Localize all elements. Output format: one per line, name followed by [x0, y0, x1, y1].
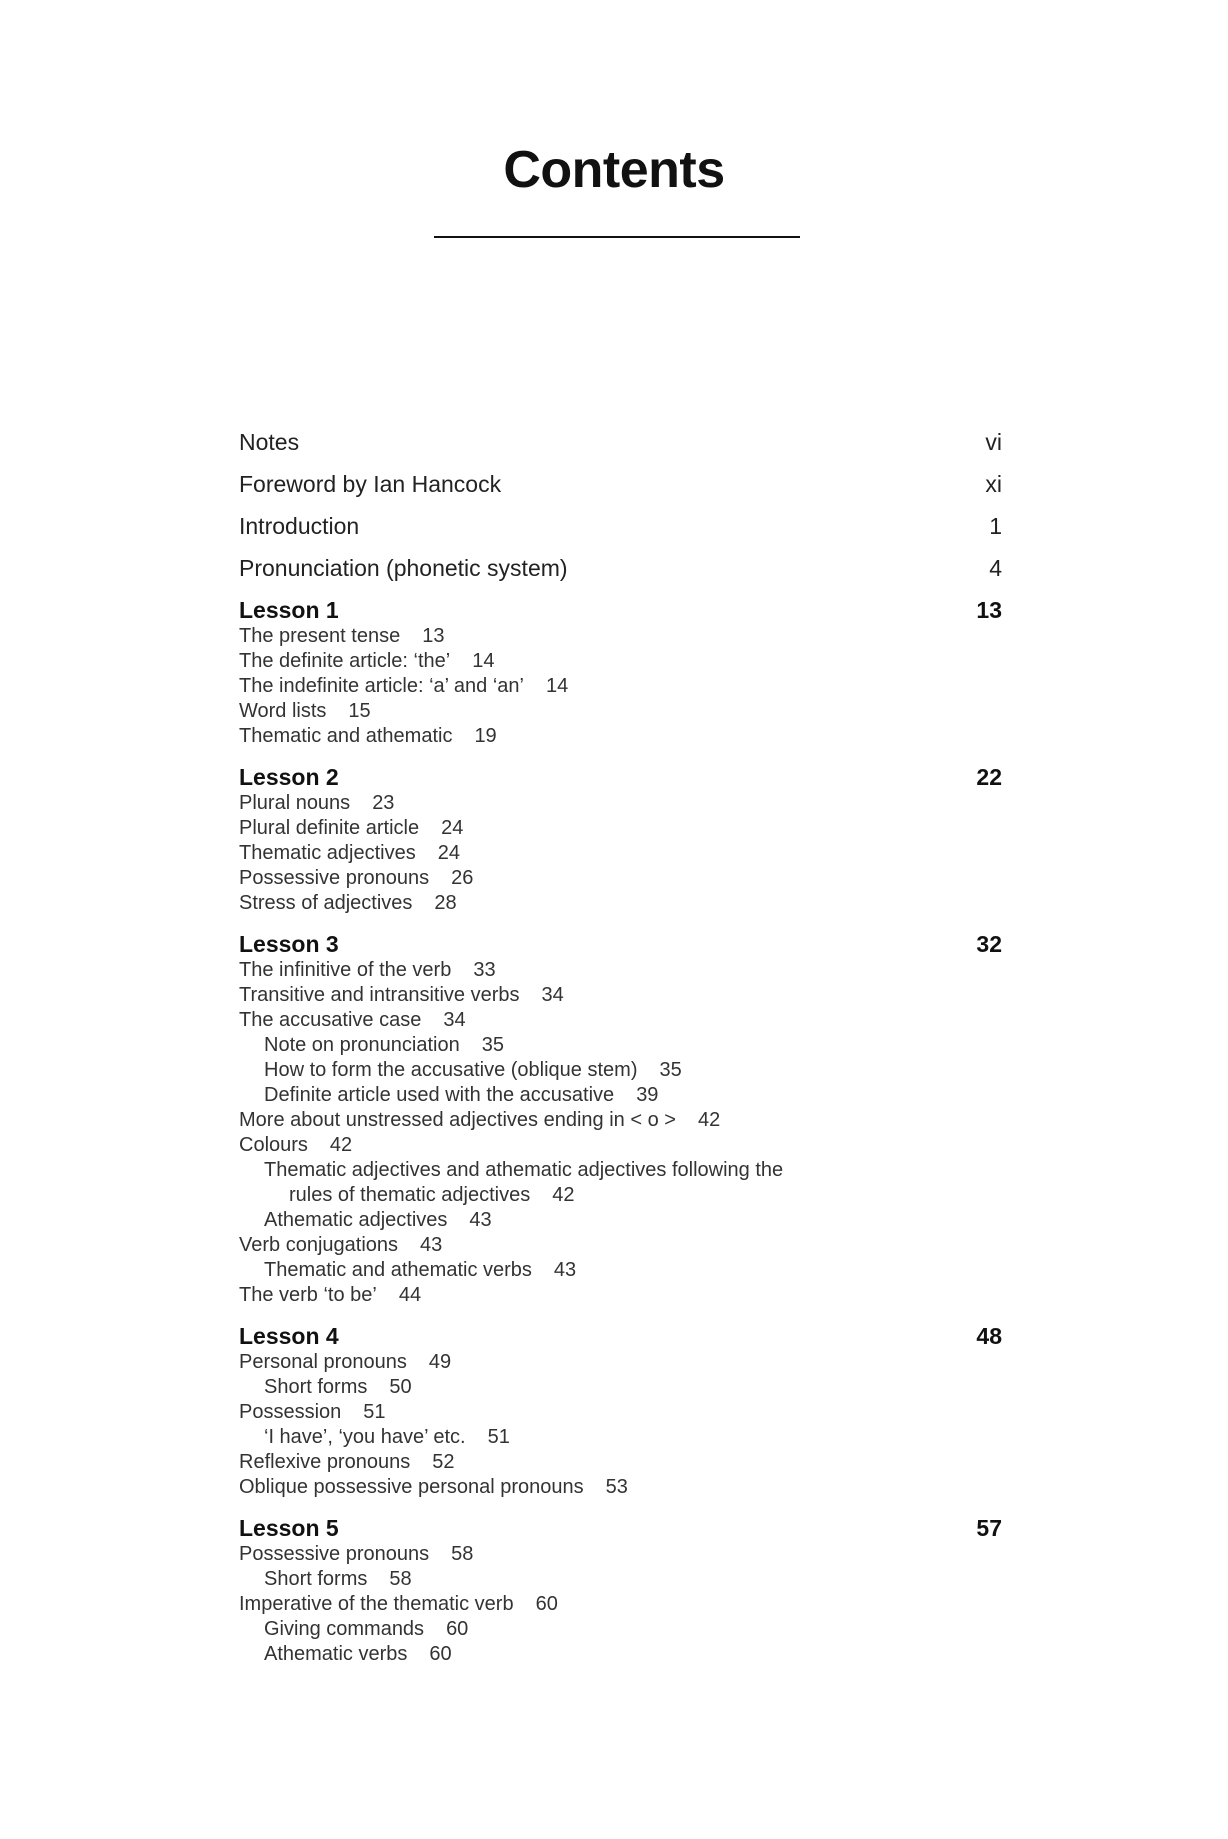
- lesson-heading[interactable]: [239, 763, 1002, 791]
- lesson-page: 22: [976, 764, 1002, 790]
- lesson-title: Lesson 3: [239, 931, 339, 957]
- subentry-title: The indefinite article: ‘a’ and ‘an’: [239, 675, 524, 697]
- subentry-page: 33: [473, 959, 496, 981]
- lesson-title: Lesson 4: [239, 1323, 339, 1349]
- subentry-page: 58: [451, 1543, 474, 1565]
- subentry-page: 24: [441, 817, 464, 839]
- subentry-title: ‘I have’, ‘you have’ etc.: [264, 1426, 466, 1448]
- toc-subentry[interactable]: [239, 1450, 1002, 1475]
- toc-entry-page: vi: [985, 429, 1002, 455]
- subentry-title: Word lists: [239, 700, 327, 722]
- subentry-page: 58: [389, 1568, 412, 1590]
- subentry-page: 51: [487, 1426, 510, 1448]
- toc-entry[interactable]: [239, 470, 1002, 498]
- subentry-page: 39: [636, 1084, 659, 1106]
- toc-subentry[interactable]: [239, 1475, 1002, 1500]
- lesson-section: [239, 596, 1002, 749]
- subentry-title: How to form the accusative (oblique stem): [264, 1059, 638, 1081]
- toc-subentry[interactable]: [239, 674, 1002, 699]
- subentry-title: Thematic adjectives and athematic adjectives following the: [264, 1159, 784, 1181]
- toc-subentry[interactable]: [239, 1425, 1002, 1450]
- subentry-title: Athematic adjectives: [264, 1209, 448, 1231]
- subentry-title: Thematic adjectives: [239, 842, 416, 864]
- toc-subentry[interactable]: [239, 1258, 1002, 1283]
- toc-subentry[interactable]: [239, 816, 1002, 841]
- toc-subentry[interactable]: [239, 1542, 1002, 1567]
- subentry-title: Possessive pronouns: [239, 867, 430, 889]
- subentry-page: 42: [552, 1184, 575, 1206]
- toc-subentry[interactable]: [239, 1183, 1002, 1208]
- subentry-page: 50: [389, 1376, 412, 1398]
- subentry-title: Possession: [239, 1401, 342, 1423]
- subentry-page: 53: [605, 1476, 628, 1498]
- lesson-title: Lesson 1: [239, 597, 339, 623]
- subentry-page: 42: [697, 1109, 721, 1131]
- toc-entry-title: Introduction: [239, 513, 360, 539]
- toc-subentry[interactable]: [239, 1083, 1002, 1108]
- lesson-page: 13: [976, 597, 1002, 623]
- subentry-page: 35: [659, 1059, 682, 1081]
- subentry-title: Note on pronunciation: [264, 1034, 460, 1056]
- subentry-page: 24: [437, 842, 460, 864]
- subentry-page: 52: [432, 1451, 455, 1473]
- subentry-page: 23: [372, 792, 395, 814]
- toc-subentry[interactable]: [239, 1033, 1002, 1058]
- subentry-title: rules of thematic adjectives: [289, 1184, 531, 1206]
- subentry-title: Transitive and intransitive verbs: [239, 984, 520, 1006]
- table-of-contents: [239, 428, 1002, 1681]
- subentry-page: 44: [398, 1284, 422, 1306]
- toc-entry-page: 1: [989, 513, 1002, 539]
- toc-entry-title: Pronunciation (phonetic system): [239, 555, 568, 581]
- toc-subentry[interactable]: [239, 699, 1002, 724]
- toc-subentry[interactable]: [239, 1400, 1002, 1425]
- toc-subentry[interactable]: [239, 1133, 1002, 1158]
- subentry-page: 51: [363, 1401, 386, 1423]
- lesson-page: 32: [976, 931, 1002, 957]
- subentry-page: 26: [451, 867, 474, 889]
- toc-subentry[interactable]: [239, 841, 1002, 866]
- subentry-title: Possessive pronouns: [239, 1543, 430, 1565]
- toc-subentry[interactable]: [239, 1208, 1002, 1233]
- toc-subentry[interactable]: [239, 1233, 1002, 1258]
- subentry-title: Reflexive pronouns: [239, 1451, 411, 1473]
- lesson-heading[interactable]: [239, 596, 1002, 624]
- subentry-page: 34: [541, 984, 564, 1006]
- lesson-page: 57: [976, 1515, 1002, 1541]
- toc-subentry[interactable]: [239, 958, 1002, 983]
- subentry-title: Plural nouns: [239, 792, 351, 814]
- subentry-title: Imperative of the thematic verb: [239, 1593, 514, 1615]
- toc-entry[interactable]: [239, 512, 1002, 540]
- subentry-title: More about unstressed adjectives ending in < o >: [239, 1109, 676, 1131]
- toc-subentry[interactable]: [239, 1567, 1002, 1592]
- toc-subentry[interactable]: [239, 1375, 1002, 1400]
- toc-subentry[interactable]: [239, 1158, 1002, 1183]
- toc-subentry[interactable]: [239, 866, 1002, 891]
- subentry-title: Athematic verbs: [264, 1643, 408, 1665]
- subentry-page: 43: [420, 1234, 443, 1256]
- subentry-page: 60: [535, 1593, 558, 1615]
- subentry-title: Short forms: [264, 1376, 368, 1398]
- subentry-title: Thematic and athematic verbs: [264, 1259, 532, 1281]
- lesson-section: [239, 763, 1002, 916]
- lesson-section: [239, 1514, 1002, 1667]
- toc-subentry[interactable]: [239, 1008, 1002, 1033]
- subentry-title: Oblique possessive personal pronouns: [239, 1476, 584, 1498]
- subentry-title: The verb ‘to be’: [239, 1284, 377, 1306]
- subentry-page: 43: [469, 1209, 492, 1231]
- toc-subentry[interactable]: [239, 649, 1002, 674]
- lesson-page: 48: [976, 1323, 1002, 1349]
- subentry-title: Giving commands: [264, 1618, 425, 1640]
- subentry-page: 14: [545, 675, 569, 697]
- title-divider: [434, 236, 800, 238]
- toc-subentry[interactable]: [239, 1058, 1002, 1083]
- subentry-page: 14: [472, 650, 495, 672]
- lesson-title: Lesson 2: [239, 764, 339, 790]
- toc-subentry[interactable]: [239, 983, 1002, 1008]
- toc-entry-page: xi: [985, 471, 1002, 497]
- lesson-heading[interactable]: [239, 1322, 1002, 1350]
- lesson-heading[interactable]: [239, 930, 1002, 958]
- subentry-title: The present tense: [239, 625, 401, 647]
- subentry-page: 49: [428, 1351, 452, 1373]
- toc-subentry[interactable]: [239, 791, 1002, 816]
- toc-entry-title: Foreword by Ian Hancock: [239, 471, 502, 497]
- toc-entry-title: Notes: [239, 429, 300, 455]
- toc-subentry[interactable]: [239, 1617, 1002, 1642]
- toc-subentry[interactable]: [239, 624, 1002, 649]
- lesson-heading[interactable]: [239, 1514, 1002, 1542]
- toc-entry-page: 4: [989, 555, 1002, 581]
- lesson-title: Lesson 5: [239, 1515, 339, 1541]
- toc-entry[interactable]: [239, 554, 1002, 582]
- toc-subentry[interactable]: [239, 724, 1002, 749]
- subentry-title: Colours: [239, 1134, 308, 1156]
- subentry-page: 35: [481, 1034, 504, 1056]
- lesson-section: [239, 930, 1002, 1308]
- subentry-title: The infinitive of the verb: [239, 959, 452, 981]
- subentry-title: Plural definite article: [239, 817, 420, 839]
- front-matter-list: [239, 428, 1002, 582]
- subentry-title: Thematic and athematic: [239, 725, 453, 747]
- page-title: Contents: [503, 141, 725, 199]
- subentry-title: Verb conjugations: [239, 1234, 399, 1256]
- toc-subentry[interactable]: [239, 1350, 1002, 1375]
- toc-subentry[interactable]: [239, 1642, 1002, 1667]
- subentry-page: 13: [422, 625, 445, 647]
- toc-entry[interactable]: [239, 428, 1002, 456]
- subentry-title: Definite article used with the accusative: [264, 1084, 615, 1106]
- toc-subentry[interactable]: [239, 1283, 1002, 1308]
- subentry-page: 42: [329, 1134, 353, 1156]
- toc-subentry[interactable]: [239, 1592, 1002, 1617]
- toc-subentry[interactable]: [239, 1108, 1002, 1133]
- subentry-page: 34: [443, 1009, 466, 1031]
- subentry-page: 15: [348, 700, 371, 722]
- subentry-page: 28: [434, 892, 457, 914]
- subentry-page: 60: [446, 1618, 469, 1640]
- subentry-page: 43: [553, 1259, 577, 1281]
- lesson-section: [239, 1322, 1002, 1500]
- subentry-title: Short forms: [264, 1568, 368, 1590]
- subentry-page: 60: [429, 1643, 452, 1665]
- lessons-list: [239, 596, 1002, 1667]
- subentry-title: Personal pronouns: [239, 1351, 407, 1373]
- subentry-title: The accusative case: [239, 1009, 422, 1031]
- toc-subentry[interactable]: [239, 891, 1002, 916]
- subentry-title: Stress of adjectives: [239, 892, 413, 914]
- subentry-title: The definite article: ‘the’: [239, 650, 451, 672]
- subentry-page: 19: [474, 725, 497, 747]
